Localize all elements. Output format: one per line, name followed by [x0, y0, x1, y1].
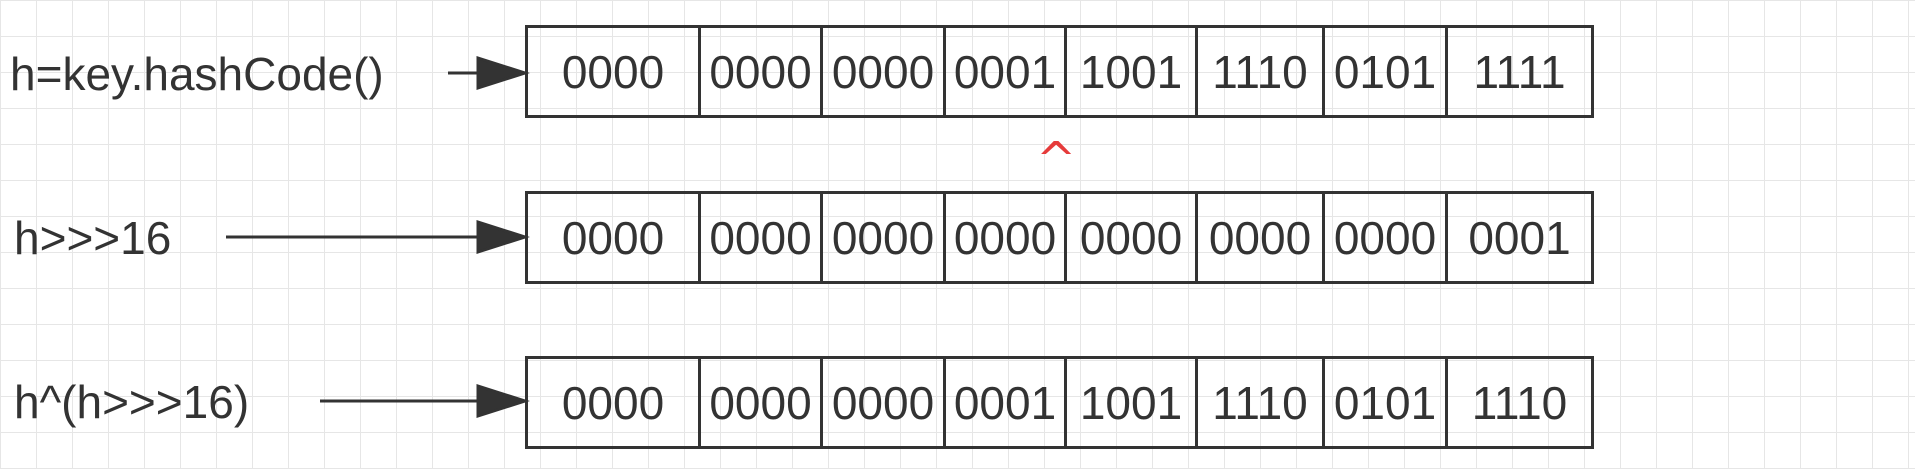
nibble-cell: 1001 — [1067, 359, 1198, 446]
hashcode-bits-box — [525, 25, 1594, 118]
row-2-arrow-head — [478, 222, 525, 252]
nibble-cell: 0000 — [1198, 194, 1325, 281]
row-2-label: h>>>16 — [14, 212, 172, 264]
nibble-cell: 1111 — [1473, 45, 1566, 98]
nibble-cell: 0000 — [701, 359, 823, 446]
row-3-label: h^(h>>>16) — [14, 376, 250, 428]
nibble-cell: 0000 — [823, 359, 946, 446]
nibble-cell: 0001 — [1468, 211, 1571, 264]
nibble-cell: 1110 — [1198, 28, 1325, 115]
nibble-cell: 0101 — [1325, 28, 1448, 115]
nibble-cell: 0000 — [701, 28, 823, 115]
row-1-arrow-head — [478, 58, 525, 88]
nibble-cell: 1001 — [1067, 28, 1198, 115]
nibble-cell: 1110 — [1198, 359, 1325, 446]
shifted-bits-box — [525, 191, 1594, 284]
xor-operator: ^ — [1036, 132, 1077, 188]
nibble-cell: 0101 — [1325, 359, 1448, 446]
nibble-cell: 0000 — [823, 28, 946, 115]
xor-result-bits-box — [525, 356, 1594, 449]
nibble-cell: 0000 — [701, 194, 823, 281]
nibble-cell: 0000 — [1325, 194, 1448, 281]
nibble-cell: 0000 — [528, 28, 701, 115]
nibble-cell: 0000 — [823, 194, 946, 281]
nibble-cell: 0000 — [946, 194, 1067, 281]
nibble-cell: 0000 — [528, 359, 701, 446]
nibble-cell: 0001 — [946, 28, 1067, 115]
row-1-label: h=key.hashCode() — [10, 48, 384, 100]
nibble-cell: 1110 — [1471, 376, 1568, 429]
row-3-arrow-head — [478, 386, 525, 416]
nibble-cell: 0000 — [1067, 194, 1198, 281]
nibble-cell: 0000 — [528, 194, 701, 281]
nibble-cell: 0001 — [946, 359, 1067, 446]
